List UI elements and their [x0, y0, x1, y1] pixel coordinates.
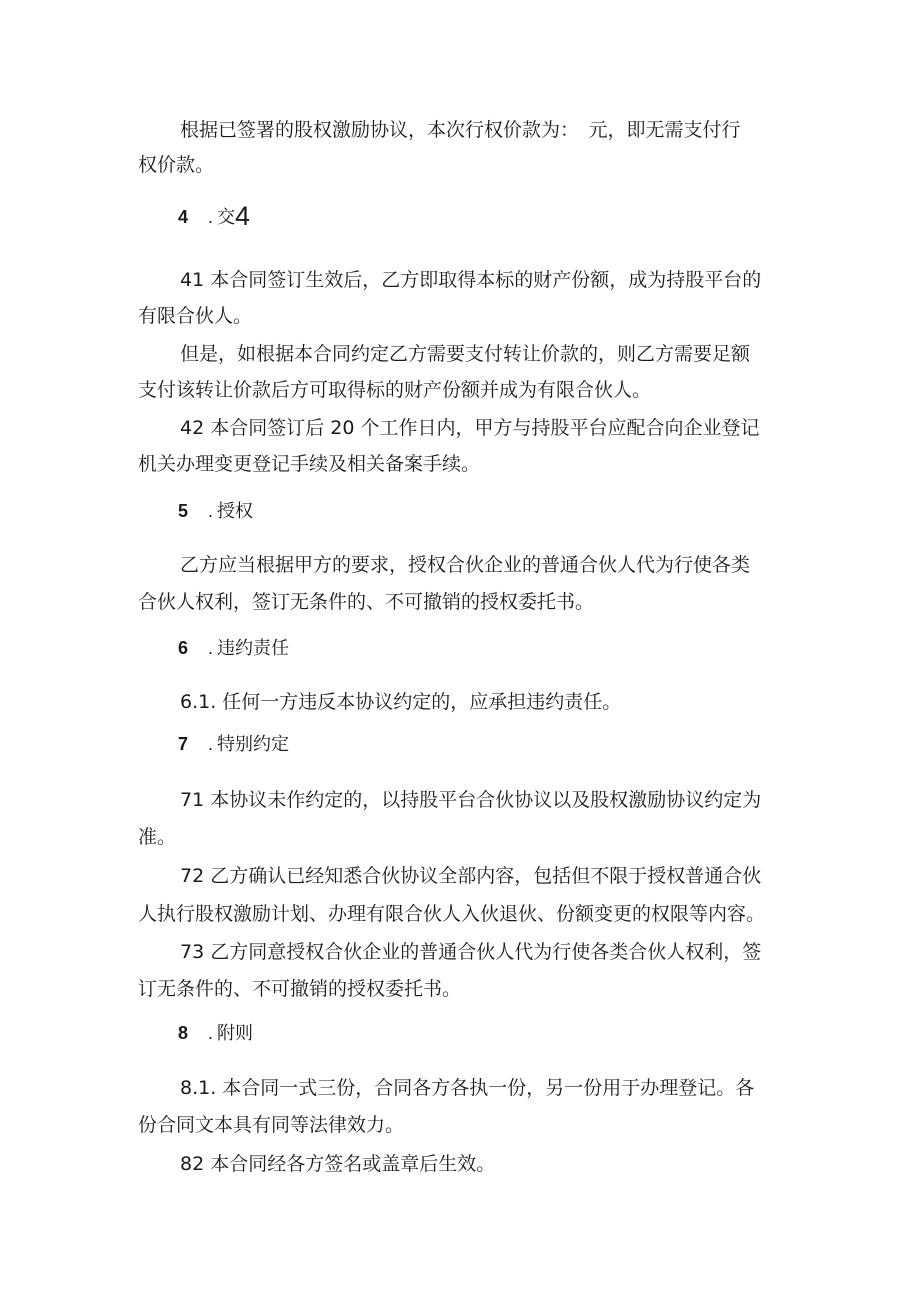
section-title: 特别约定 — [217, 734, 290, 755]
section-4-heading — [178, 202, 250, 232]
clause-5-line-2: 合伙人权利，签订无条件的、不可撤销的授权委托书。 — [138, 591, 595, 613]
clause-7-3-line-1: 73 乙方同意授权合伙企业的普通合伙人代为行使各类合伙人权利，签 — [180, 941, 762, 963]
section-number: 7 — [178, 734, 189, 754]
clause-6-1: 6.1. 任何一方违反本协议约定的，应承担违约责任。 — [180, 691, 622, 713]
section-dot: . — [208, 207, 214, 227]
clause-4-1b-line-2: 支付该转让价款后方可取得标的财产份额并成为有限合伙人。 — [138, 379, 652, 401]
clause-7-1-line-2: 准。 — [138, 826, 177, 848]
section-6-heading — [178, 634, 289, 663]
section-title: 交 — [217, 207, 236, 228]
section-number: 5 — [178, 501, 189, 521]
clause-4-1-line-1: 41 本合同签订生效后，乙方即取得本标的财产份额，成为持股平台的 — [180, 269, 762, 291]
clause-4-2-line-2: 机关办理变更登记手续及相关备案手续。 — [138, 453, 481, 475]
intro-line-2: 权价款。 — [138, 154, 215, 176]
intro-line-1: 根据已签署的股权激励协议，本次行权价款为： 元，即无需支付行 — [180, 119, 741, 141]
section-7-heading — [178, 730, 289, 759]
section-dot: . — [208, 501, 214, 521]
section-number: 6 — [178, 638, 189, 658]
section-title: 授权 — [217, 501, 254, 522]
section-title: 违约责任 — [217, 638, 290, 659]
clause-7-3-line-2: 订无条件的、不可撤销的授权委托书。 — [138, 978, 462, 1000]
clause-4-2-line-1: 42 本合同签订后 20 个工作日内，甲方与持股平台应配合向企业登记 — [180, 417, 760, 439]
clause-8-2: 82 本合同经各方签名或盖章后生效。 — [180, 1153, 496, 1175]
section-dot: . — [208, 1023, 214, 1043]
clause-5-line-1: 乙方应当根据甲方的要求，授权合伙企业的普通合伙人代为行使各类 — [180, 554, 751, 576]
section-dot: . — [208, 734, 214, 754]
clause-7-2-line-1: 72 乙方确认已经知悉合伙协议全部内容，包括但不限于授权普通合伙 — [180, 865, 762, 887]
clause-4-1-line-2: 有限合伙人。 — [138, 305, 253, 327]
section-title-suffix: 4 — [235, 201, 251, 231]
clause-8-1-line-1: 8.1. 本合同一式三份，合同各方各执一份，另一份用于办理登记。各 — [180, 1077, 755, 1099]
section-5-heading — [178, 497, 253, 526]
clause-7-1-line-1: 71 本协议未作约定的，以持股平台合伙协议以及股权激励协议约定为 — [180, 789, 762, 811]
clause-8-1-line-2: 份合同文本具有同等法律效力。 — [138, 1114, 405, 1136]
section-8-heading — [178, 1019, 253, 1048]
clause-7-2-line-2: 人执行股权激励计划、办理有限合伙人入伙退伙、份额变更的权限等内容。 — [138, 903, 766, 925]
section-title: 附则 — [217, 1023, 254, 1044]
clause-4-1b-line-1: 但是，如根据本合同约定乙方需要支付转让价款的，则乙方需要足额 — [180, 343, 751, 365]
section-dot: . — [208, 638, 214, 658]
section-number: 4 — [178, 207, 189, 227]
section-number: 8 — [178, 1023, 189, 1043]
